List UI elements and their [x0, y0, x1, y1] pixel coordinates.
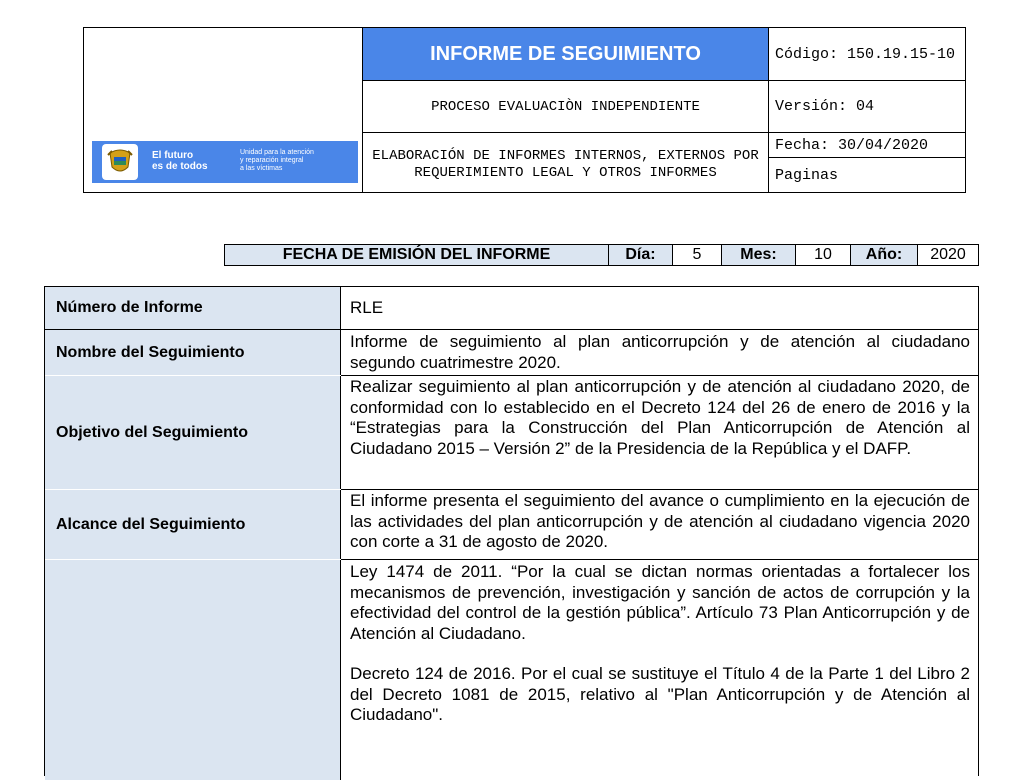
- report-number-value: RLE: [350, 297, 384, 317]
- followup-name-label: Nombre del Seguimiento: [45, 330, 341, 375]
- logo-cell: [84, 28, 363, 192]
- document-title: INFORME DE SEGUIMIENTO: [363, 28, 768, 81]
- emission-date-row: [224, 244, 979, 266]
- month-value: 10: [796, 245, 851, 265]
- logo-entity-name: Unidad para la atención y reparación integral a las víctimas: [240, 149, 314, 172]
- process-name: PROCESO EVALUACIÒN INDEPENDIENTE: [363, 81, 768, 133]
- document-header: [83, 27, 966, 193]
- legal-criteria-value: [341, 560, 978, 780]
- emission-date-label: FECHA DE EMISIÓN DEL INFORME: [225, 245, 609, 265]
- legal-criteria-paragraph-1: Ley 1474 de 2011. “Por la cual se dictan normas orientadas a fortalecer los mecanismos de prevención, investigación y sanción de actos de corrupción y la efectividad del control de la gestión pública”. Artículo 73 Plan Anticorrupción y de Atención al Ciudadano.: [350, 562, 970, 643]
- document-pages: Paginas: [768, 158, 965, 192]
- month-label: Mes:: [722, 245, 796, 265]
- legal-criteria-label: [45, 560, 341, 780]
- legal-criteria-paragraph-2: Decreto 124 de 2016. Por el cual se sustituye el Título 4 de la Parte 1 del Libro 2 del Decreto 1081 de 2015, relativo al "Plan Anticorrupción y de Atención al Ciudadano".: [350, 664, 970, 724]
- document-code: Código: 150.19.15-10: [768, 28, 965, 81]
- year-label: Año:: [851, 245, 918, 265]
- elaboration-description: ELABORACIÓN DE INFORMES INTERNOS, EXTERNOS POR REQUERIMIENTO LEGAL Y OTROS INFORMES: [372, 147, 759, 181]
- followup-scope-label: Alcance del Seguimiento: [45, 490, 341, 559]
- coat-of-arms-icon: [102, 144, 138, 180]
- day-label: Día:: [609, 245, 673, 265]
- report-number-label: Número de Informe: [45, 287, 341, 329]
- report-details-table: [44, 286, 979, 776]
- followup-scope-value: El informe presenta el seguimiento del avance o cumplimiento en la ejecución de las actividades del plan anticorrupción y de atención al ciudadano vigencia 2020 con corte a 31 de agosto de 2020.: [350, 491, 970, 551]
- document-version: Versión: 04: [768, 81, 965, 133]
- followup-name-value: Informe de seguimiento al plan anticorrupción y de atención al ciudadano segundo cuatrimestre 2020.: [350, 332, 970, 372]
- followup-objective-label: Objetivo del Seguimiento: [45, 376, 341, 489]
- day-value: 5: [673, 245, 722, 265]
- document-date: Fecha: 30/04/2020: [768, 133, 965, 158]
- logo-slogan: El futuro es de todos: [152, 150, 208, 172]
- entity-logo: [92, 141, 358, 183]
- year-value: 2020: [918, 245, 978, 265]
- followup-objective-value: Realizar seguimiento al plan anticorrupción y de atención al ciudadano 2020, de conformidad con lo establecido en el Decreto 124 del 26 de enero de 2016 y la “Estrategias para la Construcción del Plan Anticorrupción de Atención al Ciudadano 2015 – Versión 2” de la Presidencia de la República y el DAFP.: [350, 377, 970, 458]
